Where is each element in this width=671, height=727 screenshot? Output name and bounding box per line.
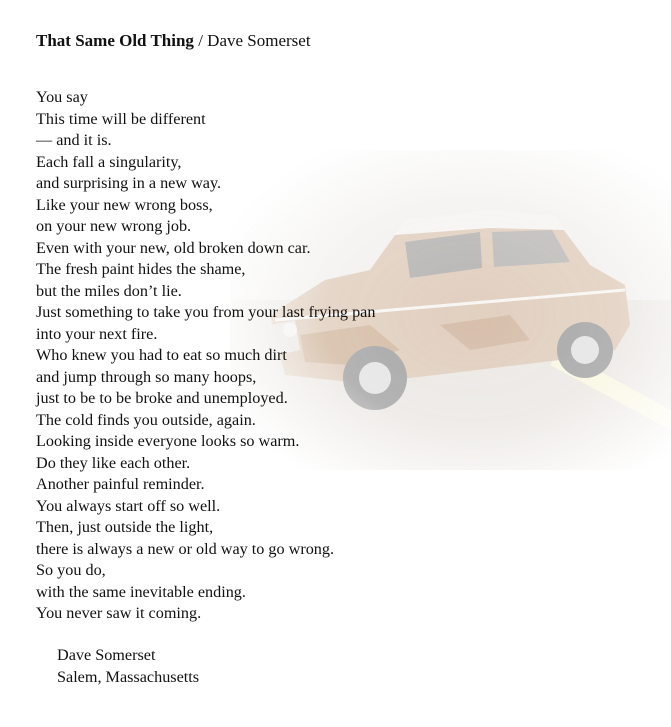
poem-line: Just something to take you from your last frying pan [36,303,376,321]
signature-name: Dave Somerset [57,646,156,664]
poem-line: You always start off so well. [36,496,221,515]
poem-line: Like your new wrong boss, [36,195,213,214]
poem-line: and surprising in a new way. [36,174,222,192]
poem-line: on your new wrong job. [36,217,192,235]
poem-line: just to be to be broke and unemployed. [36,389,288,407]
poem-line: Even with your new, old broken down car. [36,238,311,257]
poem-line: Another painful reminder. [36,475,205,493]
poem-line: This time will be different [36,109,206,128]
poem-body [36,87,375,625]
poem-line: into your next fire. [36,324,158,343]
poem-title-line [36,30,311,52]
poem-line: and jump through so many hoops, [36,367,257,386]
signature-block [57,645,199,688]
poem-line: Looking inside everyone looks so warm. [36,432,300,450]
poem-line: but the miles don’t lie. [36,281,182,300]
poem-line: — and it is. [36,131,112,149]
poem-line: Who knew you had to eat so much dirt [36,346,287,364]
poem-title: That Same Old Thing [36,31,194,50]
signature-location: Salem, Massachusetts [57,667,200,686]
poem-line: You say [36,88,88,106]
poem-line: there is always a new or old way to go wrong. [36,539,335,558]
poem-line: So you do, [36,561,106,579]
poem-line: The cold finds you outside, again. [36,410,256,429]
poem-line: You never saw it coming. [36,604,202,622]
title-separator: / [193,31,208,50]
poem-line: Then, just outside the light, [36,518,214,536]
poem-line: with the same inevitable ending. [36,582,246,601]
poem-line: Each fall a singularity, [36,152,182,171]
poem-line: Do they like each other. [36,453,191,472]
title-author: Dave Somerset [207,31,311,50]
poem-line: The fresh paint hides the shame, [36,260,246,278]
